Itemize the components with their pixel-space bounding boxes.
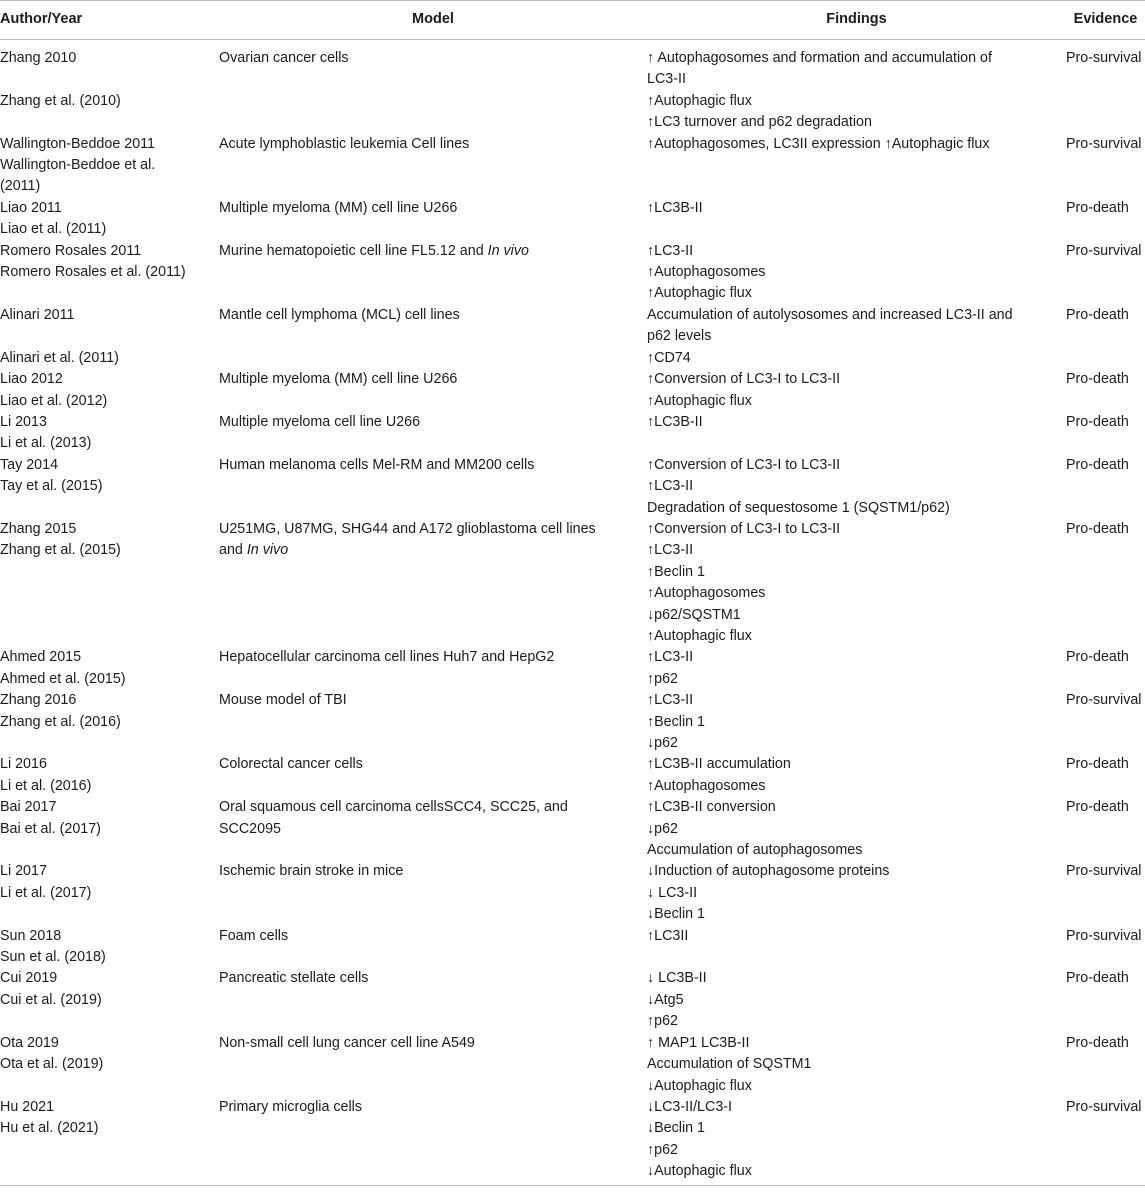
author-cell xyxy=(0,369,219,412)
author-line: Tay et al. (2015) xyxy=(0,478,103,495)
evidence-line: Pro-death xyxy=(1066,1034,1129,1051)
evidence-line: Pro-death xyxy=(1066,371,1129,388)
table-row xyxy=(0,647,1145,690)
author-line: Cui et al. (2019) xyxy=(0,991,102,1008)
model-cell xyxy=(219,305,647,369)
evidence-line: Pro-survival xyxy=(1066,242,1142,259)
model-cell xyxy=(219,926,647,969)
author-cell xyxy=(0,455,219,519)
evidence-cell xyxy=(1066,455,1145,519)
author-line: Liao et al. (2012) xyxy=(0,392,108,409)
findings-line: ↑LC3-II xyxy=(647,692,694,709)
findings-line: ↑p62 xyxy=(647,670,679,687)
author-line: Ahmed et al. (2015) xyxy=(0,670,126,687)
findings-line: ↑p62 xyxy=(647,1013,679,1030)
model-line: Multiple myeloma (MM) cell line U266 xyxy=(219,371,458,388)
author-cell xyxy=(0,40,219,134)
author-line: Liao et al. (2011) xyxy=(0,221,107,238)
author-line: Tay 2014 xyxy=(0,456,59,473)
in-vivo-italic: In vivo xyxy=(246,542,289,559)
findings-line: ↑LC3 turnover and p62 degradation xyxy=(647,114,872,131)
model-line: Non-small cell lung cancer cell line A549 xyxy=(219,1034,475,1051)
findings-line: ↓ LC3B-II xyxy=(647,970,707,987)
findings-line: Degradation of sequestosome 1 (SQSTM1/p62) xyxy=(647,499,950,516)
author-line: Li 2016 xyxy=(0,756,47,773)
model-cell xyxy=(219,369,647,412)
findings-line: ↑CD74 xyxy=(647,349,691,366)
model-cell xyxy=(219,797,647,861)
findings-line: ↑Autophagosomes xyxy=(647,585,766,602)
findings-line: ↓p62/SQSTM1 xyxy=(647,606,741,623)
author-line xyxy=(0,69,219,90)
evidence-line: Pro-survival xyxy=(1066,863,1142,880)
model-line: Ovarian cancer cells xyxy=(219,50,349,66)
evidence-line: Pro-death xyxy=(1066,649,1129,666)
author-cell xyxy=(0,968,219,1032)
evidence-line: Pro-survival xyxy=(1066,927,1142,944)
table-row xyxy=(0,134,1145,198)
evidence-cell xyxy=(1066,690,1145,754)
table-row xyxy=(0,1033,1145,1097)
table-row xyxy=(0,40,1145,134)
evidence-cell xyxy=(1066,519,1145,647)
findings-line: LC3-II xyxy=(647,71,686,88)
findings-cell xyxy=(647,519,1066,647)
author-cell xyxy=(0,797,219,861)
findings-cell xyxy=(647,647,1066,690)
model-line: Ischemic brain stroke in mice xyxy=(219,863,404,880)
author-cell xyxy=(0,519,219,647)
findings-cell xyxy=(647,861,1066,925)
evidence-line: Pro-death xyxy=(1066,306,1129,323)
findings-line: ↑LC3-II xyxy=(647,542,694,559)
author-line: Ahmed 2015 xyxy=(0,649,82,666)
model-cell xyxy=(219,690,647,754)
table-row xyxy=(0,861,1145,925)
model-cell xyxy=(219,412,647,455)
findings-cell xyxy=(647,369,1066,412)
author-line: Wallington-Beddoe 2011 xyxy=(0,135,155,152)
author-line: Li et al. (2013) xyxy=(0,435,92,452)
author-cell xyxy=(0,1033,219,1097)
evidence-cell xyxy=(1066,369,1145,412)
author-line: Romero Rosales 2011 xyxy=(0,242,142,259)
table-row xyxy=(0,797,1145,861)
evidence-line: Pro-survival xyxy=(1066,135,1142,152)
author-line xyxy=(0,326,219,347)
author-line: Liao 2011 xyxy=(0,199,62,216)
findings-cell xyxy=(647,40,1066,134)
author-cell xyxy=(0,241,219,305)
header-evidence: Evidence xyxy=(1066,1,1145,40)
findings-line: ↑p62 xyxy=(647,1141,679,1158)
table-row xyxy=(0,198,1145,241)
author-line: Hu 2021 xyxy=(0,1098,55,1115)
author-line: Li et al. (2016) xyxy=(0,777,92,794)
findings-line: ↑LC3B-II xyxy=(647,199,703,216)
findings-line: ↑Conversion of LC3-I to LC3-II xyxy=(647,520,841,537)
findings-line: ↑LC3B-II accumulation xyxy=(647,756,791,773)
findings-line: ↓Induction of autophagosome proteins xyxy=(647,863,890,880)
findings-line: ↓Atg5 xyxy=(647,991,684,1008)
header-model: Model xyxy=(219,1,647,40)
findings-line: ↑LC3II xyxy=(647,927,689,944)
model-line: Mantle cell lymphoma (MCL) cell lines xyxy=(219,306,460,323)
model-cell xyxy=(219,754,647,797)
model-line: Mouse model of TBI xyxy=(219,692,347,709)
author-cell xyxy=(0,134,219,198)
model-line: Acute lymphoblastic leukemia Cell lines xyxy=(219,135,470,152)
findings-line: ↑Autophagosomes xyxy=(647,777,766,794)
findings-line: ↑Autophagic flux xyxy=(647,627,752,644)
evidence-line: Pro-death xyxy=(1066,970,1129,987)
evidence-cell xyxy=(1066,861,1145,925)
table-header-row xyxy=(0,1,1145,40)
evidence-line: Pro-survival xyxy=(1066,692,1142,709)
evidence-cell xyxy=(1066,40,1145,134)
findings-line: ↑LC3-II xyxy=(647,242,694,259)
findings-cell xyxy=(647,754,1066,797)
findings-line: ↑LC3B-II xyxy=(647,413,703,430)
author-cell xyxy=(0,1097,219,1185)
table-row xyxy=(0,1097,1145,1185)
author-cell xyxy=(0,861,219,925)
author-line: Sun et al. (2018) xyxy=(0,949,106,966)
evidence-cell xyxy=(1066,1033,1145,1097)
author-line: Bai et al. (2017) xyxy=(0,820,101,837)
findings-cell xyxy=(647,198,1066,241)
author-line: (2011) xyxy=(0,178,41,195)
evidence-cell xyxy=(1066,1097,1145,1185)
findings-line: Accumulation of autophagosomes xyxy=(647,842,863,859)
model-line: Hepatocellular carcinoma cell lines Huh7 and HepG2 xyxy=(219,649,555,666)
evidence-cell xyxy=(1066,412,1145,455)
findings-line: ↑Autophagic flux xyxy=(647,392,752,409)
table-row xyxy=(0,968,1145,1032)
findings-line: ↑Autophagic flux xyxy=(647,285,752,302)
author-cell xyxy=(0,690,219,754)
findings-line: ↑ Autophagosomes and formation and accumulation of xyxy=(647,50,992,66)
table-row xyxy=(0,241,1145,305)
header-findings: Findings xyxy=(647,1,1066,40)
model-cell xyxy=(219,198,647,241)
findings-cell xyxy=(647,455,1066,519)
findings-line: ↑Conversion of LC3-I to LC3-II xyxy=(647,456,841,473)
findings-cell xyxy=(647,412,1066,455)
findings-cell xyxy=(647,241,1066,305)
table-row xyxy=(0,305,1145,369)
author-line: Li 2013 xyxy=(0,413,47,430)
evidence-line: Pro-death xyxy=(1066,199,1129,216)
author-cell xyxy=(0,412,219,455)
author-cell xyxy=(0,926,219,969)
model-cell xyxy=(219,134,647,198)
findings-cell xyxy=(647,305,1066,369)
table-row xyxy=(0,519,1145,647)
evidence-cell xyxy=(1066,198,1145,241)
author-line: Ota et al. (2019) xyxy=(0,1056,104,1073)
findings-cell xyxy=(647,1097,1066,1185)
table-row xyxy=(0,369,1145,412)
model-line: Multiple myeloma (MM) cell line U266 xyxy=(219,199,458,216)
model-line: U251MG, U87MG, SHG44 and A172 glioblastoma cell lines xyxy=(219,520,596,537)
evidence-line: Pro-death xyxy=(1066,520,1129,537)
model-line: Colorectal cancer cells xyxy=(219,756,363,773)
author-line: Li 2017 xyxy=(0,863,47,880)
findings-line: ↓ LC3-II xyxy=(647,884,698,901)
findings-line: ↑Autophagic flux xyxy=(647,92,752,109)
model-line: Pancreatic stellate cells xyxy=(219,970,369,987)
findings-line: ↓Autophagic flux xyxy=(647,1077,752,1094)
model-line: Murine hematopoietic cell line FL5.12 and In vivo xyxy=(219,242,529,259)
evidence-cell xyxy=(1066,754,1145,797)
findings-cell xyxy=(647,134,1066,198)
findings-line: ↓LC3-II/LC3-I xyxy=(647,1098,733,1115)
author-line: Ota 2019 xyxy=(0,1034,59,1051)
author-line: Zhang et al. (2016) xyxy=(0,713,121,730)
findings-line: ↑Beclin 1 xyxy=(647,563,706,580)
author-line: Zhang et al. (2010) xyxy=(0,92,121,109)
author-cell xyxy=(0,754,219,797)
findings-line: ↑LC3-II xyxy=(647,478,694,495)
author-line: Zhang 2016 xyxy=(0,692,77,709)
findings-cell xyxy=(647,797,1066,861)
author-line: Wallington-Beddoe et al. xyxy=(0,157,156,174)
author-line: Zhang et al. (2015) xyxy=(0,542,121,559)
findings-line: ↓p62 xyxy=(647,735,679,751)
model-cell xyxy=(219,968,647,1032)
table-row xyxy=(0,926,1145,969)
evidence-cell xyxy=(1066,305,1145,369)
table-row xyxy=(0,455,1145,519)
findings-line: ↓Autophagic flux xyxy=(647,1163,752,1180)
model-cell xyxy=(219,241,647,305)
evidence-cell xyxy=(1066,241,1145,305)
model-cell xyxy=(219,519,647,647)
findings-line: ↑LC3B-II conversion xyxy=(647,799,776,816)
author-line: Alinari 2011 xyxy=(0,306,75,323)
model-cell xyxy=(219,861,647,925)
findings-cell xyxy=(647,1033,1066,1097)
evidence-cell xyxy=(1066,134,1145,198)
findings-line: Accumulation of autolysosomes and increased LC3-II and xyxy=(647,306,1013,323)
table-row xyxy=(0,754,1145,797)
model-cell xyxy=(219,1097,647,1185)
evidence-line: Pro-death xyxy=(1066,799,1129,816)
evidence-cell xyxy=(1066,797,1145,861)
author-line: Zhang 2015 xyxy=(0,520,77,537)
author-line: Romero Rosales et al. (2011) xyxy=(0,264,186,281)
findings-line: ↓Beclin 1 xyxy=(647,906,706,923)
findings-line: ↑Conversion of LC3-I to LC3-II xyxy=(647,371,841,388)
author-line: Cui 2019 xyxy=(0,970,58,987)
model-line: and In vivo xyxy=(219,542,289,559)
author-line: Zhang 2010 xyxy=(0,50,77,66)
author-cell xyxy=(0,305,219,369)
author-line: Bai 2017 xyxy=(0,799,57,816)
model-line: Foam cells xyxy=(219,927,289,944)
evidence-cell xyxy=(1066,968,1145,1032)
findings-line: ↑ MAP1 LC3B-II xyxy=(647,1034,750,1051)
author-line: Liao 2012 xyxy=(0,371,63,388)
header-author-year: Author/Year xyxy=(0,1,219,40)
author-line: Sun 2018 xyxy=(0,927,62,944)
author-line: Alinari et al. (2011) xyxy=(0,349,119,366)
model-line: SCC2095 xyxy=(219,820,281,837)
findings-line: p62 levels xyxy=(647,328,712,345)
evidence-line: Pro-survival xyxy=(1066,1098,1142,1115)
model-cell xyxy=(219,455,647,519)
evidence-line: Pro-death xyxy=(1066,756,1129,773)
author-cell xyxy=(0,198,219,241)
findings-line: Accumulation of SQSTM1 xyxy=(647,1056,812,1073)
findings-cell xyxy=(647,690,1066,754)
evidence-line: Pro-survival xyxy=(1066,50,1142,66)
findings-line: ↓p62 xyxy=(647,820,679,837)
author-line: Hu et al. (2021) xyxy=(0,1120,99,1137)
findings-line: ↑Beclin 1 xyxy=(647,713,706,730)
table-row xyxy=(0,690,1145,754)
findings-cell xyxy=(647,968,1066,1032)
author-line: Li et al. (2017) xyxy=(0,884,92,901)
findings-line: ↑Autophagosomes xyxy=(647,264,766,281)
model-cell xyxy=(219,647,647,690)
table-row xyxy=(0,412,1145,455)
findings-line: ↑Autophagosomes, LC3II expression ↑Autophagic flux xyxy=(647,135,990,152)
evidence-line: Pro-death xyxy=(1066,456,1129,473)
table-body xyxy=(0,40,1145,1186)
in-vivo-italic: In vivo xyxy=(487,242,529,259)
author-cell xyxy=(0,647,219,690)
findings-line: ↓Beclin 1 xyxy=(647,1120,706,1137)
model-cell xyxy=(219,40,647,134)
findings-cell xyxy=(647,926,1066,969)
model-line: Human melanoma cells Mel-RM and MM200 cells xyxy=(219,456,535,473)
model-line: Multiple myeloma cell line U266 xyxy=(219,413,421,430)
evidence-line: Pro-death xyxy=(1066,413,1129,430)
findings-line: ↑LC3-II xyxy=(647,649,694,666)
model-line: Oral squamous cell carcinoma cellsSCC4, SCC25, and xyxy=(219,799,568,816)
evidence-cell xyxy=(1066,926,1145,969)
evidence-cell xyxy=(1066,647,1145,690)
model-line: Primary microglia cells xyxy=(219,1098,362,1115)
model-cell xyxy=(219,1033,647,1097)
